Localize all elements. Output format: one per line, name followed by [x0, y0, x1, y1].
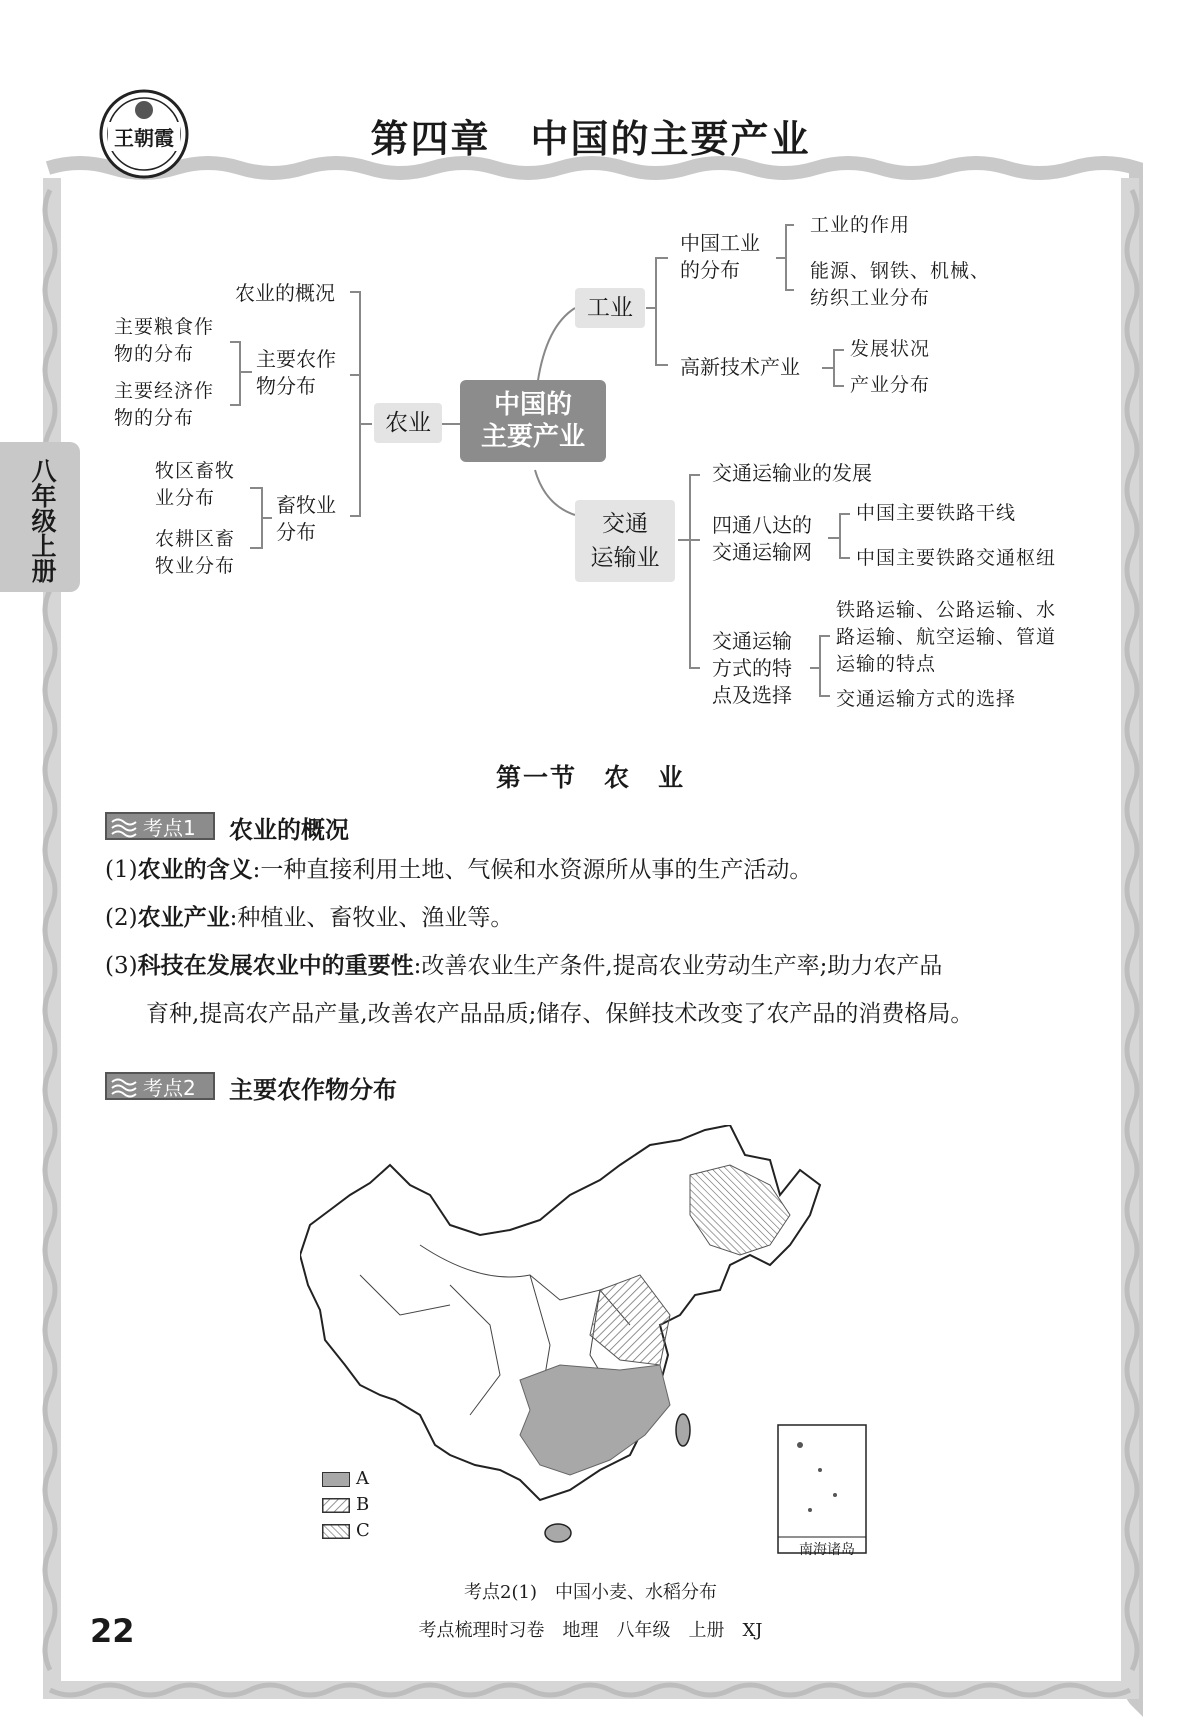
inset-label: 南海诸岛 [799, 1542, 855, 1558]
node-livestock-line2: 分布 [276, 520, 316, 544]
section-title: 第一节 农 业 [495, 763, 685, 792]
item-term: 农业的含义 [137, 857, 253, 883]
node-transport-line2: 运输业 [590, 545, 660, 571]
item-num: (2) [105, 905, 138, 931]
legend-label-c: C [356, 1520, 370, 1541]
node-hightech: 高新技术产业 [680, 355, 800, 379]
node-pastoral-line2: 业分布 [155, 487, 216, 509]
node-hightech-dist: 产业分布 [850, 374, 931, 396]
node-transport-choice: 交通运输方式的选择 [836, 688, 1017, 710]
mindmap-center [460, 380, 606, 462]
kaodian2-badge-label: 考点2 [143, 1076, 196, 1100]
node-modes-line3: 点及选择 [712, 683, 792, 707]
node-industry-dist-line2: 的分布 [680, 258, 740, 282]
node-industry: 工业 [575, 288, 645, 328]
legend-label-a: A [356, 1468, 369, 1489]
node-livestock [276, 492, 336, 546]
node-industry-sectors [810, 258, 990, 312]
legend-label-b: B [356, 1494, 370, 1515]
node-cash-line2: 物的分布 [114, 407, 195, 429]
inset-box [778, 1425, 866, 1553]
node-farming-line1: 农耕区畜 [155, 528, 236, 550]
chapter-title: 第四章 中国的主要产业 [370, 117, 811, 161]
node-livestock-line1: 畜牧业 [276, 493, 336, 517]
map-caption: 考点2(1) 中国小麦、水稻分布 [464, 1582, 717, 1603]
china-map [300, 1125, 880, 1565]
node-hightech-status: 发展状况 [850, 338, 931, 360]
node-transport-modes [712, 628, 792, 709]
center-line1: 中国的 [493, 390, 572, 420]
item-num: (1) [105, 857, 138, 883]
node-crops-line2: 物分布 [256, 374, 316, 398]
item-term: 农业产业 [137, 905, 230, 931]
footer-text: 考点梳理时习卷 地理 八年级 上册 XJ [418, 1620, 763, 1641]
node-crops [256, 346, 336, 400]
item-num: (3) [105, 953, 138, 979]
node-network-line2: 交通运输网 [712, 540, 812, 564]
kaodian1-continuation: 育种,提高农产品产量,改善农产品品质;储存、保鲜技术改变了农产品的消费格局。 [146, 1001, 974, 1027]
node-pastoral [155, 458, 235, 512]
node-industry-role: 工业的作用 [810, 214, 911, 236]
node-char-line2: 路运输、航空运输、管道 [836, 626, 1057, 648]
node-transport-dev: 交通运输业的发展 [712, 461, 872, 485]
page-number: 22 [90, 1612, 135, 1650]
node-farming-line2: 牧业分布 [155, 555, 236, 577]
node-industry-dist-line1: 中国工业 [680, 231, 760, 255]
node-char-line1: 铁路运输、公路运输、水 [836, 599, 1057, 621]
item-text: :改善农业生产条件,提高农业劳动生产率;助力农产品 [413, 953, 943, 979]
kaodian2-badge [105, 1072, 215, 1100]
node-crops-line1: 主要农作 [256, 347, 336, 371]
node-cash [114, 378, 214, 432]
side-tab-label: 八年级上册 [28, 457, 57, 583]
kaodian1-badge [105, 812, 215, 840]
kaodian2-title: 主要农作物分布 [229, 1076, 397, 1104]
logo-text: 王朝霞 [108, 122, 180, 151]
node-sectors-line2: 纺织工业分布 [810, 287, 931, 309]
item-text: :种植业、畜牧业、渔业等。 [229, 905, 514, 931]
node-industry-dist [680, 230, 760, 284]
node-grain-line2: 物的分布 [114, 343, 195, 365]
node-railway-hubs: 中国主要铁路交通枢纽 [856, 547, 1057, 569]
node-grain [114, 314, 214, 368]
kaodian1-title: 农业的概况 [229, 816, 349, 844]
legend-swatch-b [322, 1498, 350, 1513]
kaodian1-item-2 [105, 903, 513, 933]
node-grain-line1: 主要粮食作 [114, 316, 215, 338]
node-transport [575, 500, 675, 582]
node-modes-line1: 交通运输 [712, 629, 792, 653]
node-sectors-line1: 能源、钢铁、机械、 [810, 260, 991, 282]
node-network-line1: 四通八达的 [712, 513, 812, 537]
node-farming [155, 526, 235, 580]
kaodian1-item-3 [105, 951, 942, 981]
node-cash-line1: 主要经济作 [114, 380, 215, 402]
wave-icon [109, 1075, 139, 1099]
node-modes-line2: 方式的特 [712, 656, 792, 680]
kaodian1-item-1 [105, 855, 812, 885]
node-transport-network [712, 512, 812, 566]
item-text: :一种直接利用土地、气候和水资源所从事的生产活动。 [252, 857, 813, 883]
node-pastoral-line1: 牧区畜牧 [155, 460, 236, 482]
node-railway-lines: 中国主要铁路干线 [856, 502, 1017, 524]
kaodian1-badge-label: 考点1 [143, 816, 196, 840]
item-term: 科技在发展农业中的重要性 [137, 953, 414, 979]
center-line2: 主要产业 [480, 422, 585, 452]
legend-swatch-a [322, 1472, 350, 1487]
node-char-line3: 运输的特点 [836, 653, 937, 675]
node-agriculture: 农业 [374, 403, 442, 443]
node-transport-line1: 交通 [602, 511, 648, 537]
wave-icon [109, 815, 139, 839]
node-transport-characteristics [836, 597, 1056, 678]
side-tab [0, 442, 80, 592]
node-agri-overview: 农业的概况 [235, 281, 335, 305]
legend-swatch-c [322, 1524, 350, 1539]
